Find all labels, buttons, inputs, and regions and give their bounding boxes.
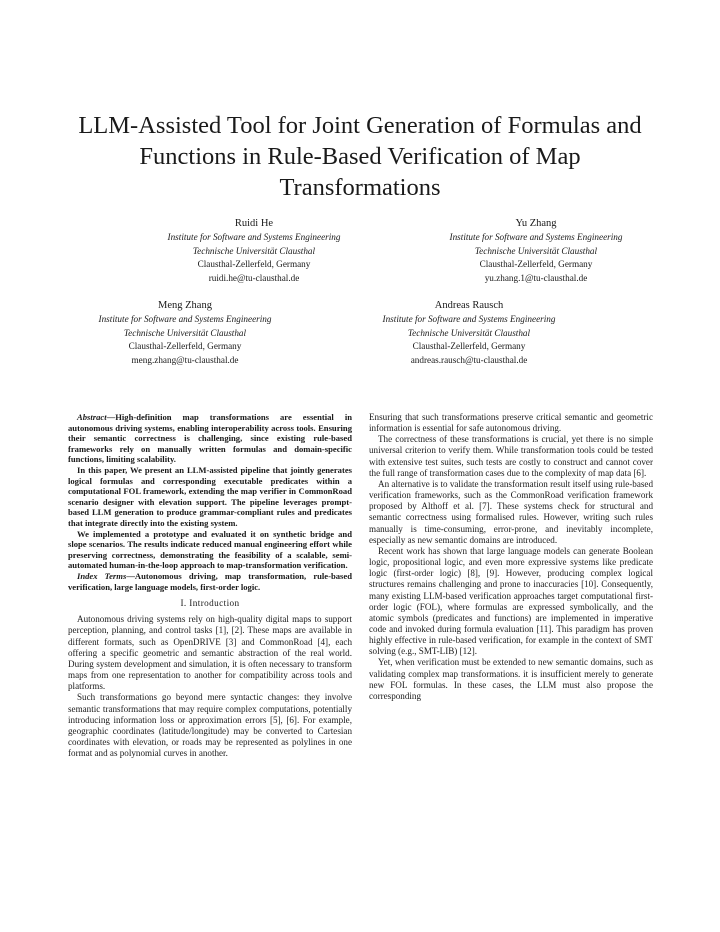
author-institute: Institute for Software and Systems Engineering bbox=[382, 314, 556, 324]
index-terms: —Autonomous driving, map transformation, rule-based verification, large language models, first-order logic. bbox=[68, 570, 352, 592]
body-paragraph: Autonomous driving systems rely on high-quality digital maps to support perception, planning, and control tasks [1], [2]. These maps are available in different formats, such as OpenDRIVE [3] and CommonRoad [4], each offering a specific geometric and semantic abstraction of the real world. During system development and simulation, it is often necessary to transform maps from one representation to another for compatibility across tools and platforms. bbox=[68, 614, 352, 692]
author-email: yu.zhang.1@tu-clausthal.de bbox=[484, 272, 588, 283]
abstract bbox=[68, 412, 352, 592]
author-university: Technische Universität Clausthal bbox=[474, 245, 598, 256]
author-block-4 bbox=[360, 298, 578, 367]
body-paragraph: Such transformations go beyond mere syntactic changes: they involve semantic transformations that may require complex computations, potentially introducing information loss or approximation errors [5], [6]. For example, geographic coordinates (latitude/longitude) may be converted to Cartesian coordinates with elevation, or roads may be represented as polylines in one format and as polynomial curves in another. bbox=[68, 692, 352, 759]
body-paragraph: The correctness of these transformations is crucial, yet there is no simple universal criterion to verify them. While transformation tools could be tested with extensive test suites, such tests are costly to construct and cannot cover the full range of transformation cases due to the complexity of map data [6]. bbox=[369, 434, 653, 478]
author-block-3 bbox=[76, 298, 294, 367]
author-name: Yu Zhang bbox=[515, 218, 557, 229]
author-institute: Institute for Software and Systems Engineering bbox=[167, 232, 341, 242]
author-name: Andreas Rausch bbox=[434, 300, 504, 311]
body-paragraph: An alternative is to validate the transformation result itself using rule-based verification frameworks, such as the CommonRoad verification framework proposed by Althoff et al. [7]. These systems check for structural and semantic correctness using formalised rules. However, writing such rules manually is time-consuming, error-prone, and inevitably incomplete, especially as new semantic domains are introduced. bbox=[369, 478, 653, 545]
author-university: Technische Universität Clausthal bbox=[407, 327, 531, 338]
body-paragraph: Yet, when verification must be extended to new semantic domains, such as validating complex map transformations. it is insufficient merely to generate new FOL formulas. In these cases, the LLM must also propose the corresponding bbox=[369, 657, 653, 701]
author-email: ruidi.he@tu-clausthal.de bbox=[208, 272, 300, 283]
author-institute: Institute for Software and Systems Engineering bbox=[98, 314, 272, 324]
author-location: Clausthal-Zellerfeld, Germany bbox=[197, 259, 311, 269]
paper-title: LLM-Assisted Tool for Joint Generation of Formulas and Functions in Rule-Based Verification of Map Transformations bbox=[78, 112, 642, 201]
author-location: Clausthal-Zellerfeld, Germany bbox=[412, 341, 526, 351]
abstract-paragraph: In this paper, We present an LLM-assisted pipeline that jointly generates logical formulas and corresponding executable predicates within a computational FOL framework, extending the map verifier in CommonRoad scenario designer with elevation support. The pipeline leverages prompt-based LLM generation to produce grammar-compliant rules and predicates that integrate directly into the existing system. bbox=[68, 464, 352, 528]
abstract-paragraph: —High-definition map transformations are essential in autonomous driving systems, enabling interoperability across tools. Ensuring their semantic correctness is challenging, since existing rule-based frameworks rely on manually written formulas and domain-specific functions, limiting scalability. bbox=[68, 412, 352, 465]
section-heading: I. Introduction bbox=[180, 598, 240, 609]
author-email: andreas.rausch@tu-clausthal.de bbox=[410, 354, 528, 365]
author-name: Meng Zhang bbox=[158, 300, 212, 311]
right-column bbox=[369, 412, 653, 702]
left-column bbox=[68, 412, 352, 759]
author-university: Technische Universität Clausthal bbox=[192, 245, 316, 256]
author-university: Technische Universität Clausthal bbox=[123, 327, 247, 338]
body-paragraph: Recent work has shown that large language models can generate Boolean logic, propositional logic, and even more expressive systems like predicate logic (first-order logic) [8], [9]. However, producing complex logical structures remains challenging and prone to inaccuracies [10]. Consequently, many existing LLM-based verification approaches target computational first-order logic (FOL), where formulas are expressed symbolically, and the atomic symbols (predicates and functions) are implemented in imperative code and invoked during formula evaluation [11]. This paradigm has proven highly effective in rule-based verification, for example in the context of SMT solving (e.g., SMT-LIB) [12]. bbox=[369, 545, 653, 657]
abstract-label: Abstract bbox=[77, 412, 107, 422]
author-name: Ruidi He bbox=[234, 218, 274, 229]
author-block-1 bbox=[145, 216, 363, 285]
author-block-2 bbox=[427, 216, 645, 285]
author-location: Clausthal-Zellerfeld, Germany bbox=[128, 341, 242, 351]
author-location: Clausthal-Zellerfeld, Germany bbox=[479, 259, 593, 269]
author-email: meng.zhang@tu-clausthal.de bbox=[131, 354, 239, 365]
index-terms-label: Index Terms bbox=[77, 570, 127, 581]
author-institute: Institute for Software and Systems Engineering bbox=[449, 232, 623, 242]
body-paragraph: Ensuring that such transformations preserve critical semantic and geometric information is essential for safe autonomous driving. bbox=[369, 412, 653, 434]
abstract-paragraph: We implemented a prototype and evaluated it on synthetic bridge and slope scenarios. The results indicate reduced manual engineering effort while preserving correctness, demonstrating the feasibility of a scalable, semi-automated human-in-the-loop approach to map-transformation verification. bbox=[68, 528, 352, 571]
